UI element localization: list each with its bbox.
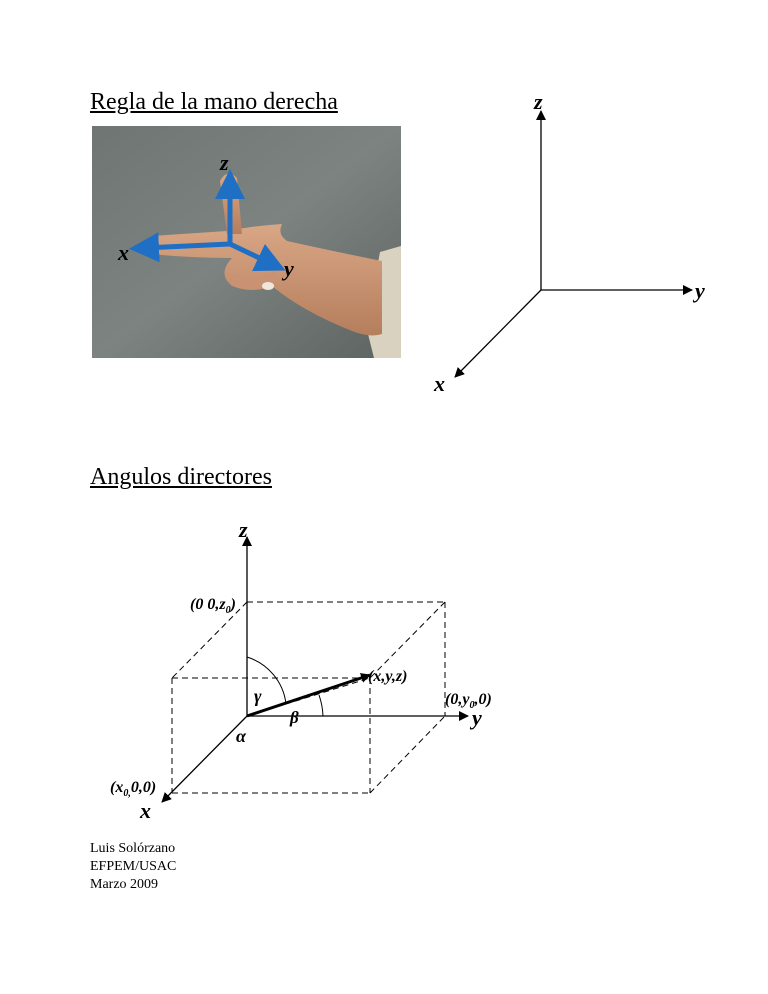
arc-beta [319, 695, 323, 716]
axis-label-y: y [695, 278, 705, 303]
photo-label-x: x [118, 240, 129, 265]
angle-label-beta: β [290, 708, 299, 727]
point-label-x: $(x_{0,}0,0)$ [110, 779, 157, 799]
heading-right-hand-rule: Regla de la mano derecha [90, 89, 338, 115]
heading-direction-angles: Angulos directores [90, 464, 272, 490]
axes-3d-diagram [420, 85, 720, 405]
arc-gamma [247, 657, 286, 704]
point-label-z: (0 $0,z_0$) [190, 596, 236, 616]
photo-label-z: z [220, 150, 229, 175]
right-hand-photo [92, 126, 401, 358]
position-vector [247, 675, 370, 716]
footer-credits [90, 840, 176, 894]
photo-label-y: y [284, 256, 294, 281]
axis-label-z: z [534, 89, 543, 114]
angle-label-gamma: γ [254, 686, 262, 706]
axis-x-2 [162, 716, 247, 802]
axis-label-x-2: x [140, 798, 151, 823]
point-label-xyz: (x,y,z) [368, 668, 408, 685]
axis-label-x: x [434, 371, 445, 396]
axis-x [455, 290, 541, 377]
axis-label-z-2: z [239, 517, 248, 542]
dashed-box [172, 602, 445, 793]
angle-label-alpha: α [236, 726, 246, 746]
axis-label-y-2: y [472, 705, 482, 730]
direction-angles-diagram [100, 515, 520, 825]
fingernail [262, 282, 274, 290]
point-label-y: $(0,y_0,0)$ [445, 691, 492, 711]
footer-institution: EFPEM/USAC [90, 859, 177, 874]
footer-author: Luis Solórzano [90, 841, 176, 856]
footer-date: Marzo 2009 [90, 877, 159, 892]
